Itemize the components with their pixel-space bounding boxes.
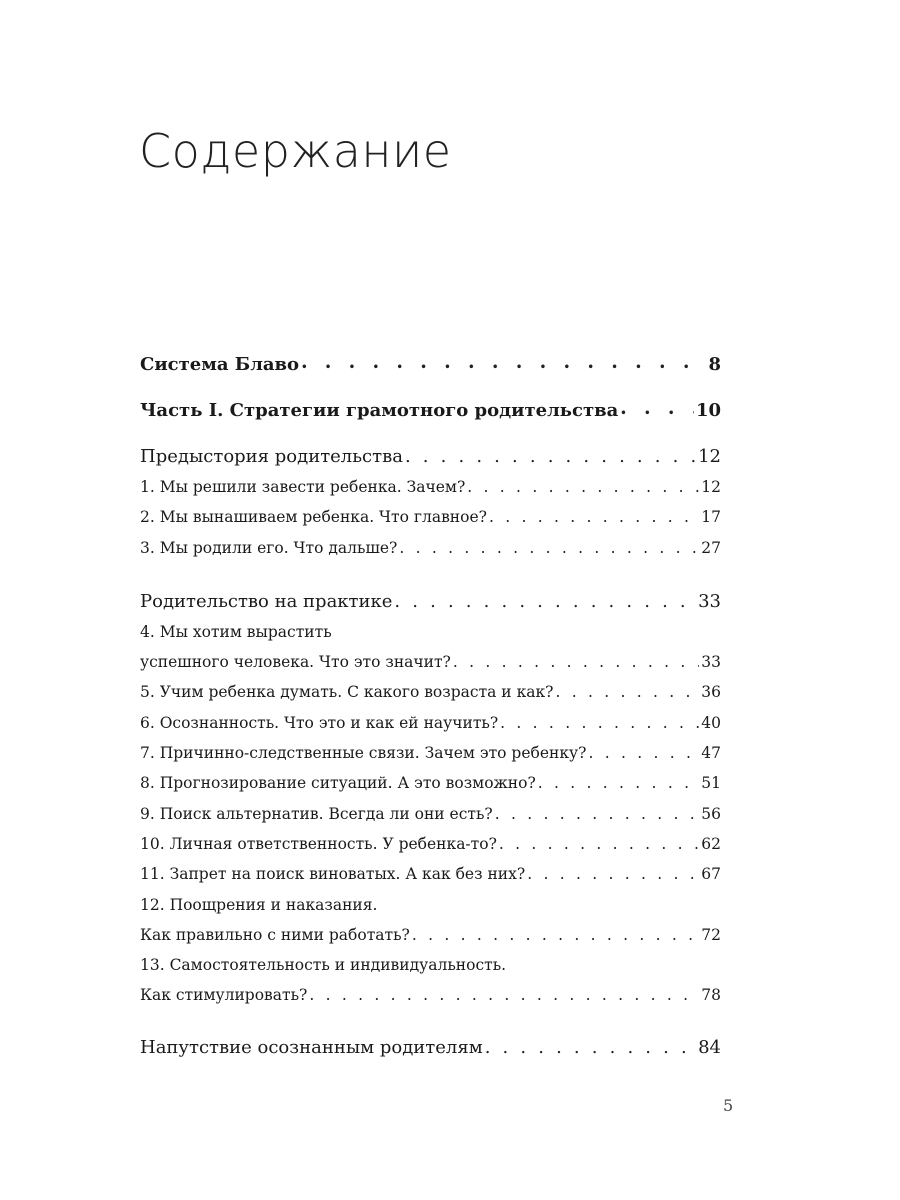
toc-entry-chapter-13-line-1: 13. Самостоятельность и индивидуальность. <box>140 956 507 975</box>
toc-entry-label: 9. Поиск альтернатив. Всегда ли они есть? <box>140 804 493 823</box>
toc-entry-page: 72 <box>701 925 721 944</box>
dot-leader <box>485 1033 696 1063</box>
toc-entry-chapter-7[interactable] <box>140 738 721 768</box>
toc-entry-page: 10 <box>695 400 721 421</box>
toc-entry-label: Родительство на практике <box>140 590 393 612</box>
toc-entry-chapter-3[interactable] <box>140 533 721 563</box>
toc-entry-chapter-8[interactable] <box>140 768 721 798</box>
dot-leader <box>399 533 699 563</box>
toc-entry-label: 8. Прогнозирование ситуаций. А это возможно? <box>140 774 536 793</box>
toc-entry-label: 10. Личная ответственность. У ребенка-то? <box>140 834 497 853</box>
toc-entry-label: 2. Мы вынашиваем ребенка. Что главное? <box>140 508 487 527</box>
toc-entry-chapter-4-line-1: 4. Мы хотим вырастить <box>140 622 332 641</box>
toc-entry-chapter-5[interactable] <box>140 677 721 707</box>
toc-entry-chapter-13[interactable] <box>140 980 721 1010</box>
toc-entry-label: Как правильно с ними работать? <box>140 925 410 944</box>
page-number: 5 <box>723 1096 734 1115</box>
dot-leader <box>499 829 699 859</box>
toc-entry-page: 47 <box>701 744 721 763</box>
toc-entry-page: 33 <box>698 590 721 612</box>
toc-entry-label: Как стимулировать? <box>140 986 308 1005</box>
dot-leader <box>489 502 699 532</box>
dot-leader <box>301 350 706 380</box>
dot-leader <box>394 587 696 617</box>
toc-entry-chapter-6[interactable] <box>140 708 721 738</box>
toc-entry-chapter-12-line-1: 12. Поощрения и наказания. <box>140 895 378 914</box>
toc-entry-blavo[interactable] <box>140 350 721 380</box>
dot-leader <box>538 768 699 798</box>
dot-leader <box>495 799 700 829</box>
toc-entry-chapter-4[interactable] <box>140 647 721 677</box>
toc-entry-label: 11. Запрет на поиск виноватых. А как без них? <box>140 865 526 884</box>
dot-leader <box>412 920 699 950</box>
toc-entry-page: 78 <box>701 986 721 1005</box>
dot-leader <box>620 396 694 426</box>
dot-leader <box>588 738 699 768</box>
dot-leader <box>405 442 696 472</box>
toc-entry-chapter-1[interactable] <box>140 472 721 502</box>
toc-entry-label: Часть I. Стратегии грамотного родительства <box>140 400 619 421</box>
dot-leader <box>527 859 699 889</box>
toc-entry-page: 56 <box>701 804 721 823</box>
toc-entry-page: 62 <box>701 834 721 853</box>
toc-entry-chapter-2[interactable] <box>140 502 721 532</box>
toc-entry-label: Система Блаво <box>140 354 300 375</box>
toc-entry-page: 12 <box>701 478 721 496</box>
toc-entry-prehistory[interactable] <box>140 442 721 472</box>
page-title: Содержание <box>139 124 452 178</box>
toc-entry-chapter-12[interactable] <box>140 920 721 950</box>
toc-entry-page: 36 <box>701 683 721 702</box>
table-of-contents <box>140 350 721 1063</box>
toc-entry-label: Напутствие осознанным родителям <box>140 1036 483 1058</box>
toc-entry-label: 3. Мы родили его. Что дальше? <box>140 538 398 557</box>
toc-entry-page: 27 <box>701 538 721 557</box>
toc-entry-label: Предыстория родительства <box>140 446 403 467</box>
dot-leader <box>500 708 699 738</box>
toc-entry-label: 6. Осознанность. Что это и как ей научить? <box>140 713 499 732</box>
toc-entry-chapter-10[interactable] <box>140 829 721 859</box>
dot-leader <box>309 980 699 1010</box>
toc-entry-page: 40 <box>701 713 721 732</box>
toc-entry-label: 1. Мы решили завести ребенка. Зачем? <box>140 478 466 496</box>
toc-entry-page: 84 <box>698 1036 721 1058</box>
toc-entry-farewell[interactable] <box>140 1033 721 1063</box>
toc-entry-page: 67 <box>701 865 721 884</box>
toc-entry-practice[interactable] <box>140 587 721 617</box>
toc-entry-page: 12 <box>698 446 721 467</box>
toc-entry-chapter-11[interactable] <box>140 859 721 889</box>
dot-leader <box>467 472 699 502</box>
toc-entry-part-one[interactable] <box>140 396 721 426</box>
toc-entry-page: 33 <box>701 653 721 672</box>
toc-entry-page: 17 <box>701 508 721 527</box>
toc-entry-label: 5. Учим ребенка думать. С какого возраста и как? <box>140 683 554 702</box>
toc-entry-label: успешного человека. Что это значит? <box>140 653 451 672</box>
toc-entry-label: 7. Причинно-следственные связи. Зачем это ребенку? <box>140 744 587 763</box>
toc-entry-chapter-9[interactable] <box>140 799 721 829</box>
dot-leader <box>453 647 699 677</box>
toc-entry-page: 8 <box>708 354 721 375</box>
toc-entry-page: 51 <box>701 774 721 793</box>
dot-leader <box>556 677 700 707</box>
